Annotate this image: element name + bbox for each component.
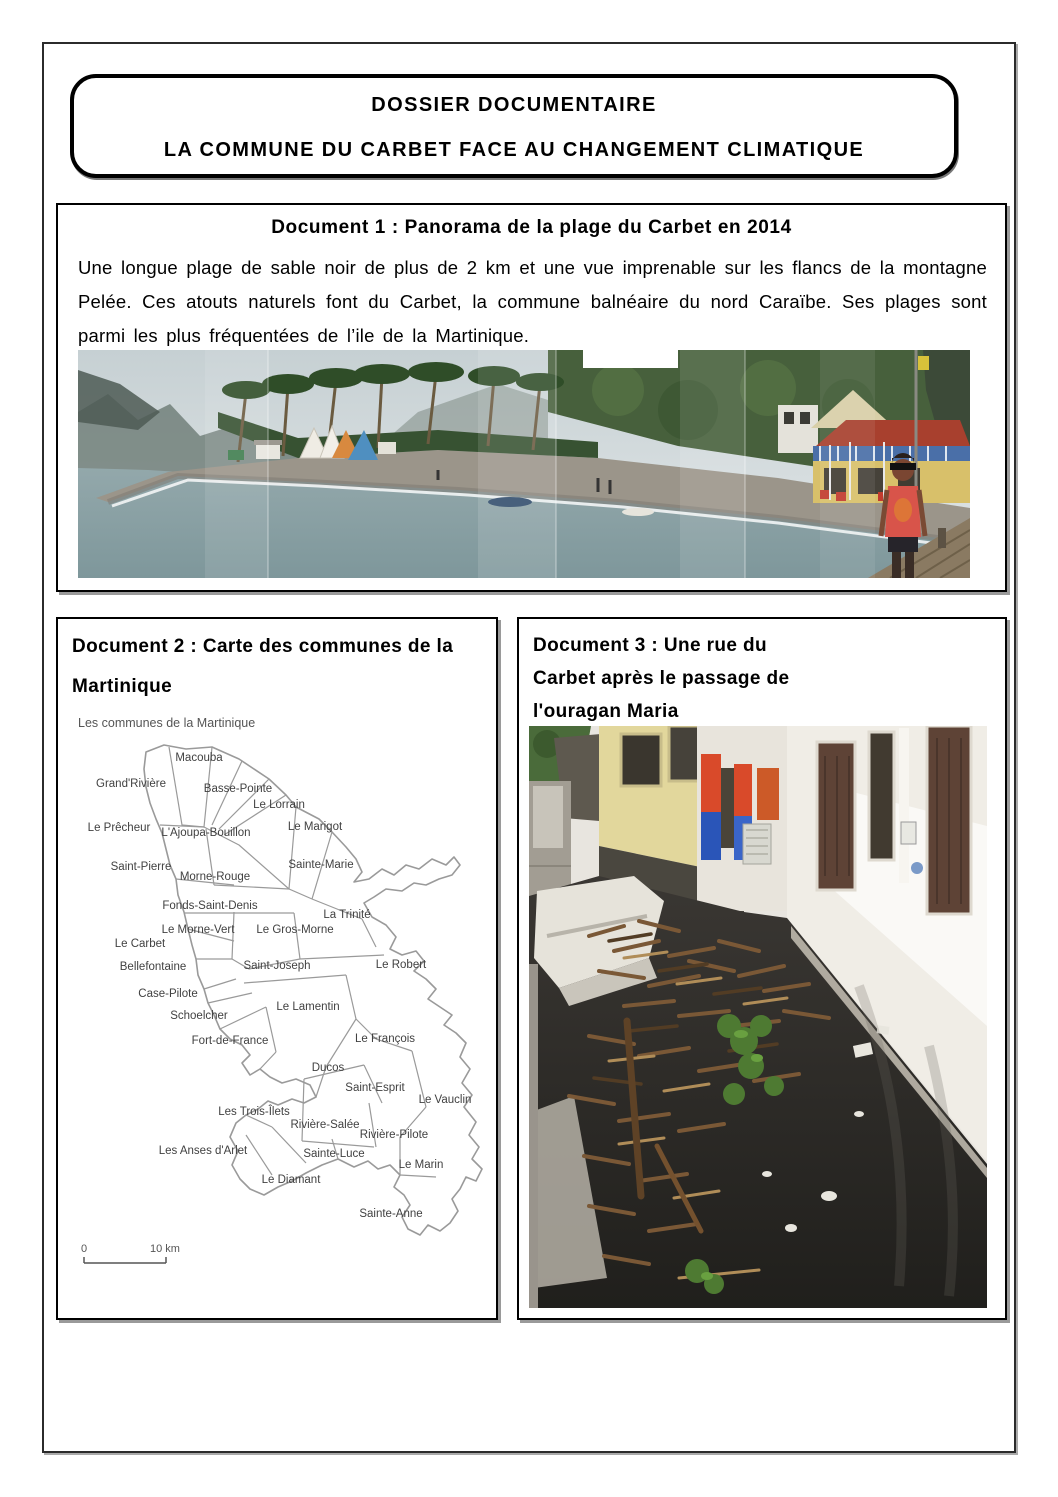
commune-label: Rivière-Pilote — [359, 1129, 429, 1141]
commune-label: Case-Pilote — [138, 988, 198, 1000]
document1-body: Une longue plage de sable noir de plus de 2 km et une vue imprenable sur les flancs de la montagne Pelée. Ces atouts naturels font du Carbet, la commune balnéaire du nord Caraïbe. Ses plages sont parmi les plus fréquentées de l’ile de la Martinique. — [78, 257, 987, 346]
commune-label: Le Vauclin — [418, 1094, 472, 1106]
scale-zero: 0 — [81, 1243, 88, 1255]
map-title: Les communes de la Martinique — [78, 716, 256, 730]
commune-label: Sainte-Marie — [288, 859, 354, 871]
commune-label: Le Lorrain — [253, 799, 305, 811]
document3-box — [517, 617, 1007, 1320]
commune-label: Le Lamentin — [276, 1001, 340, 1013]
header-box — [70, 74, 958, 178]
commune-label: Sainte-Luce — [303, 1148, 365, 1160]
map-scale — [84, 1257, 166, 1263]
commune-label: Morne-Rouge — [179, 871, 251, 883]
commune-label: Le Morne-Vert — [161, 924, 235, 936]
commune-label: Fort-de-France — [191, 1035, 269, 1047]
commune-label: Le Prêcheur — [87, 822, 151, 834]
scale-label: 10 km — [150, 1243, 180, 1255]
commune-label: Rivière-Salée — [290, 1119, 360, 1131]
commune-label: L'Ajoupa-Bouillon — [161, 827, 251, 839]
commune-label: Saint-Esprit — [345, 1082, 405, 1094]
dossier-title: DOSSIER DOCUMENTAIRE — [371, 94, 657, 116]
commune-label: Le Robert — [375, 959, 427, 971]
document2-title: Document 2 : Carte des communes de la Martinique — [72, 636, 454, 697]
commune-label: Basse-Pointe — [203, 783, 273, 795]
document1-box — [56, 203, 1007, 592]
document2-box — [56, 617, 498, 1320]
martinique-map — [64, 707, 494, 1307]
document3-title — [533, 629, 995, 728]
hurricane-street-photo — [529, 726, 987, 1308]
commune-label: Le Diamant — [261, 1174, 321, 1186]
commune-label: Le Carbet — [114, 938, 166, 950]
commune-label: Saint-Joseph — [243, 960, 311, 972]
commune-label: Les Trois-Îlets — [218, 1106, 290, 1118]
commune-label: Le Marin — [398, 1159, 444, 1171]
document3-title-line1: Document 3 : Une rue du — [533, 635, 768, 656]
commune-label: Fonds-Saint-Denis — [162, 900, 258, 912]
document3-title-line2: Carbet après le passage de — [533, 668, 790, 689]
commune-label: Sainte-Anne — [359, 1208, 423, 1220]
commune-label: Saint-Pierre — [110, 861, 172, 873]
martinique-map-svg — [64, 707, 494, 1307]
beach-panorama-photo — [78, 350, 970, 578]
commune-label: Ducos — [311, 1062, 345, 1074]
commune-label: Macouba — [175, 752, 223, 764]
commune-label: Le François — [354, 1033, 416, 1045]
commune-label: Schoelcher — [170, 1010, 228, 1022]
commune-label: Les Anses d'Arlet — [158, 1145, 248, 1157]
commune-labels — [88, 752, 472, 1220]
commune-label: Le Gros-Morne — [256, 924, 334, 936]
document3-title-line3: l'ouragan Maria — [533, 701, 679, 722]
commune-label: La Trinité — [323, 909, 371, 921]
dossier-subtitle: LA COMMUNE DU CARBET FACE AU CHANGEMENT CLIMATIQUE — [163, 139, 865, 161]
document1-title: Document 1 : Panorama de la plage du Carbet en 2014 — [271, 217, 792, 238]
commune-label: Le Marigot — [287, 821, 343, 833]
commune-label: Grand'Rivière — [96, 778, 166, 790]
commune-label: Bellefontaine — [119, 961, 187, 973]
